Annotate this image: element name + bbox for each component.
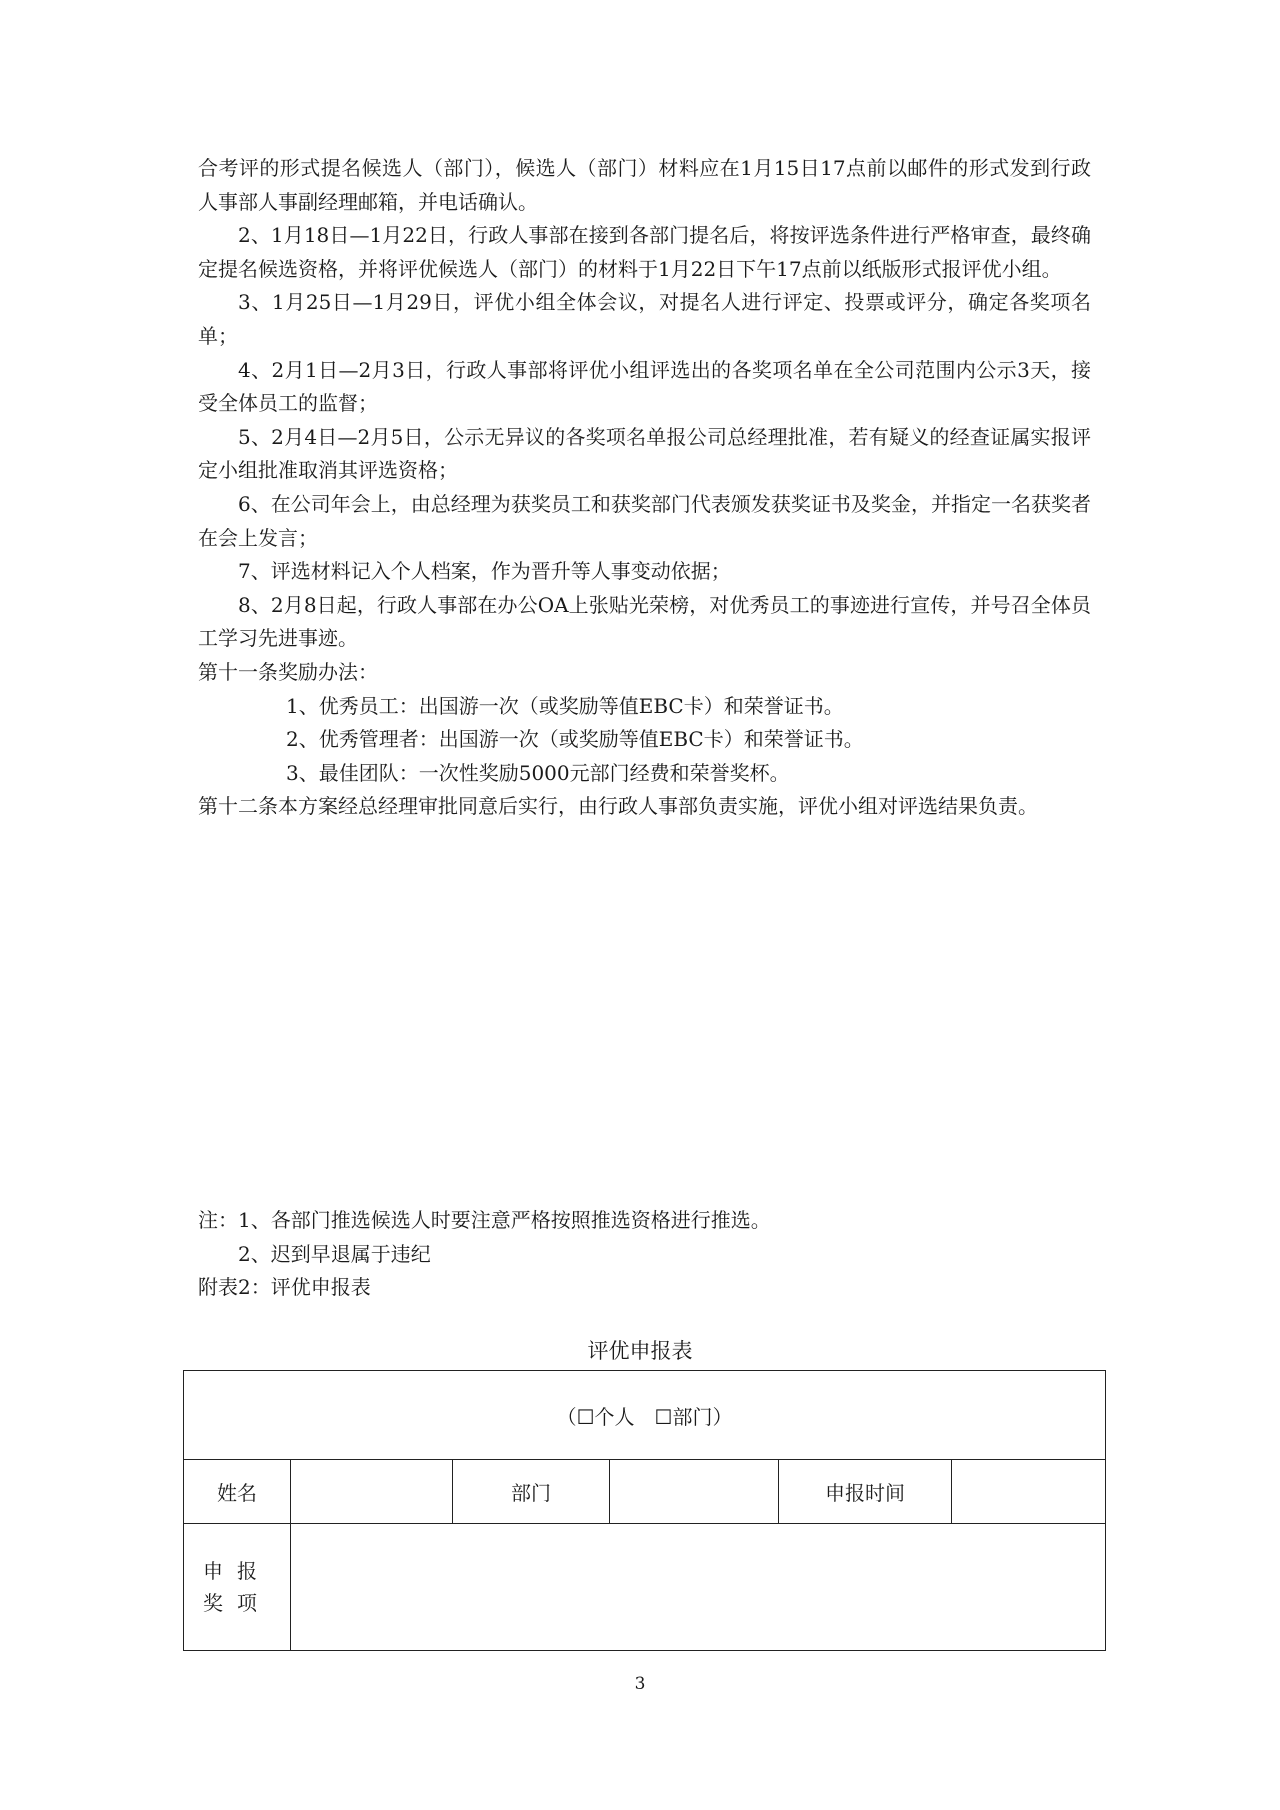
step-8: 8、2月8日起，行政人事部在办公OA上张贴光荣榜，对优秀员工的事迹进行宣传，并号召全体员工学习先进事迹。 [198, 592, 1091, 651]
step-4: 4、2月1日—2月3日，行政人事部将评优小组评选出的各奖项名单在全公司范围内公示3天，接受全体员工的监督； [198, 357, 1091, 416]
form-award-row [184, 1524, 1106, 1651]
paragraph-continuation: 合考评的形式提名候选人（部门），候选人（部门）材料应在1月15日17点前以邮件的形式发到行政人事部人事副经理邮箱，并电话确认。 [198, 156, 1091, 214]
type-selector[interactable]: （☐个人 ☐部门） [184, 1371, 1106, 1460]
article-12: 第十二条本方案经总经理审批同意后实行，由行政人事部负责实施，评优小组对评选结果负责。 [198, 794, 1038, 819]
form-title: 评优申报表 [587, 1339, 693, 1363]
award-label [184, 1524, 291, 1651]
step-6: 6、在公司年会上，由总经理为获奖员工和获奖部门代表颁发获奖证书及奖金，并指定一名获奖者在会上发言； [198, 491, 1091, 550]
step-7: 7、评选材料记入个人档案，作为晋升等人事变动依据； [238, 559, 731, 584]
department-field[interactable] [610, 1460, 779, 1524]
name-field[interactable] [291, 1460, 453, 1524]
award-application-form [183, 1370, 1106, 1651]
date-field[interactable] [952, 1460, 1106, 1524]
reward-item: 1、优秀员工：出国游一次（或奖励等值EBC卡）和荣誉证书。 [286, 693, 844, 718]
reward-item: 2、优秀管理者：出国游一次（或奖励等值EBC卡）和荣誉证书。 [286, 727, 864, 752]
award-field[interactable] [291, 1524, 1106, 1651]
note-line-1: 注：1、各部门推选候选人时要注意严格按照推选资格进行推选。 [198, 1208, 771, 1232]
article-11-heading: 第十一条奖励办法： [198, 659, 378, 684]
notes-section [198, 1204, 1091, 1305]
appendix-label: 附表2：评优申报表 [198, 1275, 371, 1300]
department-label: 部门 [453, 1460, 610, 1524]
step-3: 3、1月25日—1月29日，评优小组全体会议，对提名人进行评定、投票或评分，确定各奖项名单； [198, 290, 1091, 348]
award-label-line-2: 奖项 [203, 1591, 271, 1615]
award-label-line-1: 申报 [203, 1559, 271, 1583]
name-label: 姓名 [184, 1460, 291, 1524]
body-text [198, 152, 1091, 824]
form-type-row [184, 1371, 1106, 1460]
page-number: 3 [634, 1674, 646, 1694]
reward-item: 3、最佳团队：一次性奖励5000元部门经费和荣誉奖杯。 [286, 760, 790, 785]
note-line-2: 2、迟到早退属于违纪 [238, 1241, 431, 1266]
form-fields-row [184, 1460, 1106, 1524]
step-5: 5、2月4日—2月5日，公示无异议的各奖项名单报公司总经理批准，若有疑义的经查证属实报评定小组批准取消其评选资格； [198, 424, 1091, 483]
step-2: 2、1月18日—1月22日，行政人事部在接到各部门提名后，将按评选条件进行严格审查，最终确定提名候选资格，并将评优候选人（部门）的材料于1月22日下午17点前以纸版形式报评优小组。 [198, 223, 1091, 281]
date-label: 申报时间 [779, 1460, 952, 1524]
